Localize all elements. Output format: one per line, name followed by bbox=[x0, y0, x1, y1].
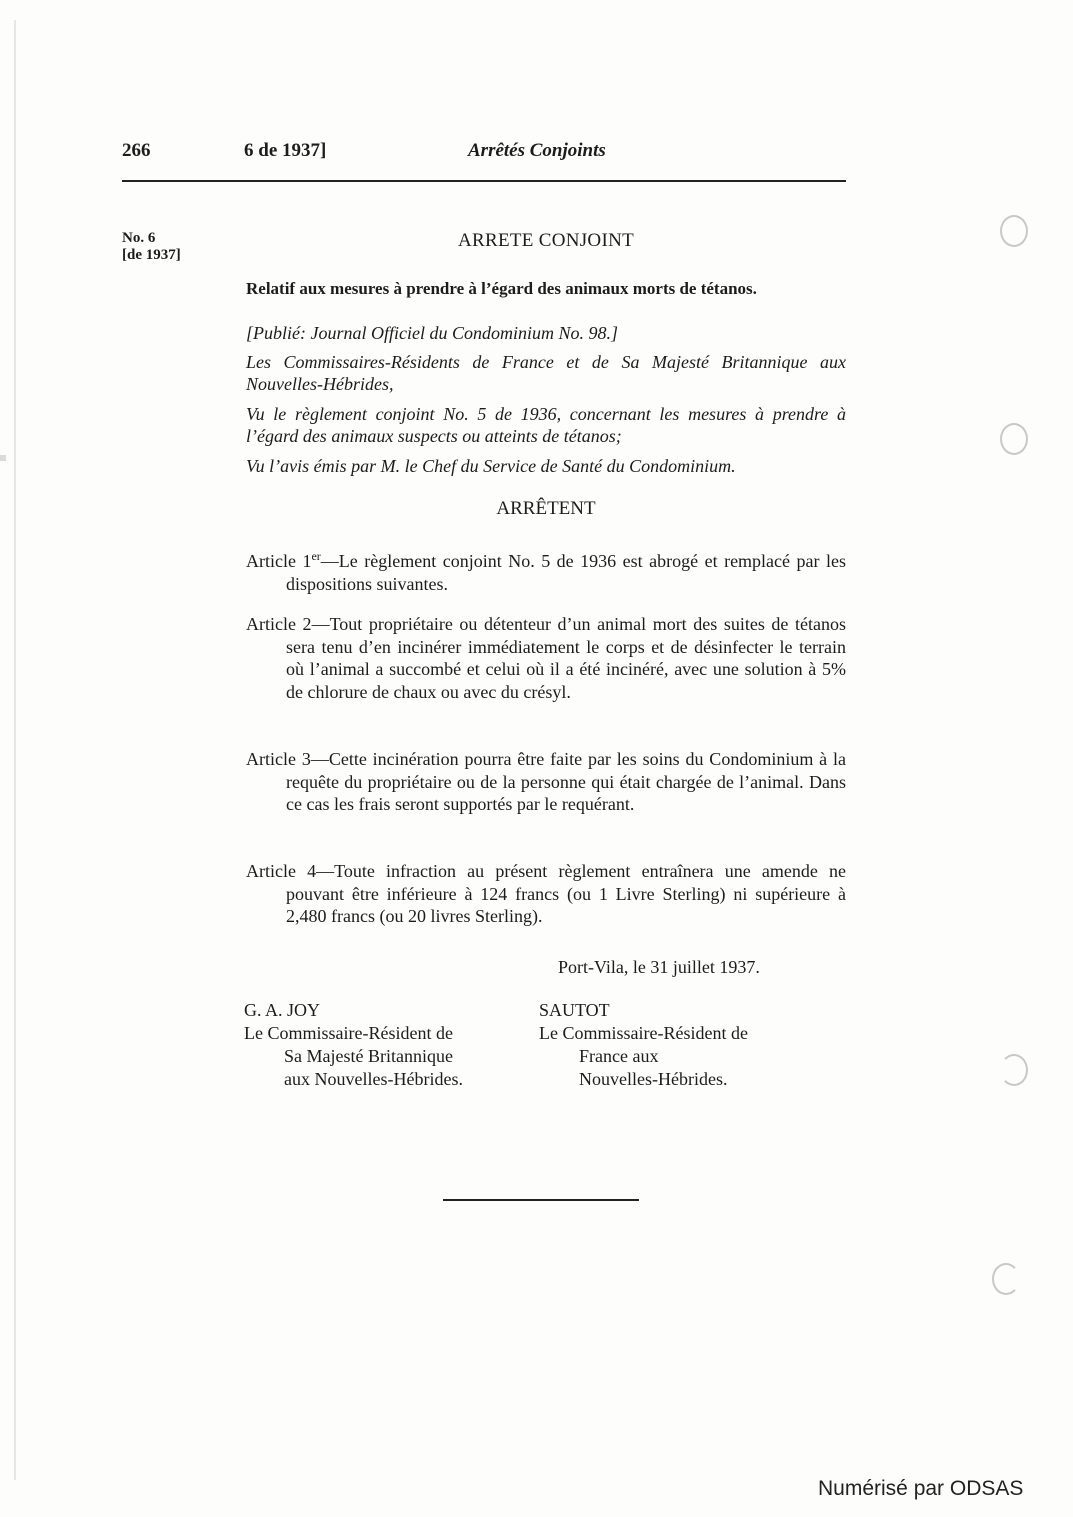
page-edge bbox=[14, 20, 16, 1480]
punch-hole-icon bbox=[1000, 423, 1028, 455]
running-title: Arrêtés Conjoints bbox=[468, 140, 606, 161]
punch-hole-icon bbox=[992, 1263, 1020, 1295]
document-subtitle: Relatif aux mesures à prendre à l’égard des animaux morts de tétanos. bbox=[246, 279, 757, 298]
article-3-label: Article 3 bbox=[246, 749, 311, 769]
signatory-title-line1: Le Commissaire-Résident de bbox=[539, 1023, 748, 1043]
digitization-credit: Numérisé par ODSAS bbox=[818, 1477, 1024, 1500]
article-1-text: —Le règlement conjoint No. 5 de 1936 est abrogé et remplacé par les dispositions suivantes. bbox=[286, 551, 846, 594]
article-4 bbox=[246, 860, 846, 928]
article-2 bbox=[246, 613, 846, 703]
margin-note-number: No. 6 bbox=[122, 230, 156, 246]
signatory-title-line3: Nouvelles-Hébrides. bbox=[579, 1069, 728, 1089]
article-3-text: —Cette incinération pourra être faite par les soins du Condominium à la requête du propriétaire ou de la personne qui était chargée de l’animal. Dans ce cas les frais seront supportés par le requérant. bbox=[286, 749, 846, 814]
article-1-label: Article 1 bbox=[246, 551, 312, 571]
article-1-sup: er bbox=[311, 549, 321, 563]
punch-hole-icon bbox=[1000, 215, 1028, 247]
running-act-number: 6 de 1937] bbox=[244, 140, 327, 161]
arretent-heading: ARRÊTENT bbox=[496, 498, 596, 519]
signature-british bbox=[244, 999, 463, 1091]
signatory-title-line2: France aux bbox=[579, 1046, 659, 1066]
preamble-advice: Vu l’avis émis par M. le Chef du Service de Santé du Condominium. bbox=[246, 456, 736, 476]
article-2-text: —Tout propriétaire ou détenteur d’un animal mort des suites de tétanos sera tenu d’en incinérer immédiatement le corps et de désinfecter le terrain où l’animal a succombé et celui où il a été incinéré, avec une solution à 5% de chlorure de chaux ou avec du crésyl. bbox=[286, 614, 846, 702]
page-number: 266 bbox=[122, 140, 151, 161]
article-2-label: Article 2 bbox=[246, 614, 312, 634]
signatory-title-line1: Le Commissaire-Résident de bbox=[244, 1023, 453, 1043]
signatory-name: G. A. JOY bbox=[244, 1000, 321, 1020]
document-title: ARRETE CONJOINT bbox=[457, 230, 635, 251]
signature-french bbox=[539, 999, 748, 1091]
page-edge-mark bbox=[0, 455, 6, 461]
signatory-title-line2: Sa Majesté Britannique bbox=[284, 1046, 453, 1066]
closing-rule bbox=[443, 1199, 639, 1201]
header-rule bbox=[122, 180, 846, 182]
margin-note bbox=[122, 230, 181, 264]
article-3 bbox=[246, 748, 846, 816]
publication-note: [Publié: Journal Officiel du Condominium No. 98.] bbox=[246, 323, 618, 343]
preamble-regulation: Vu le règlement conjoint No. 5 de 1936, concernant les mesures à prendre à l’égard des animaux suspects ou atteints de tétanos; bbox=[246, 404, 846, 446]
article-1 bbox=[246, 545, 846, 595]
preamble-parties: Les Commissaires-Résidents de France et de Sa Majesté Britannique aux Nouvelles-Hébrides, bbox=[246, 352, 846, 394]
margin-note-year: [de 1937] bbox=[122, 247, 181, 263]
place-date: Port-Vila, le 31 juillet 1937. bbox=[558, 957, 760, 977]
article-4-text: —Toute infraction au présent règlement entraînera une amende ne pouvant être inférieure à 124 francs (ou 1 Livre Sterling) ni supérieure à 2,480 francs (ou 20 livres Sterling). bbox=[286, 861, 846, 926]
article-4-label: Article 4 bbox=[246, 861, 317, 881]
punch-hole-icon bbox=[1000, 1054, 1028, 1086]
signatory-name: SAUTOT bbox=[539, 1000, 610, 1020]
signatory-title-line3: aux Nouvelles-Hébrides. bbox=[284, 1069, 463, 1089]
